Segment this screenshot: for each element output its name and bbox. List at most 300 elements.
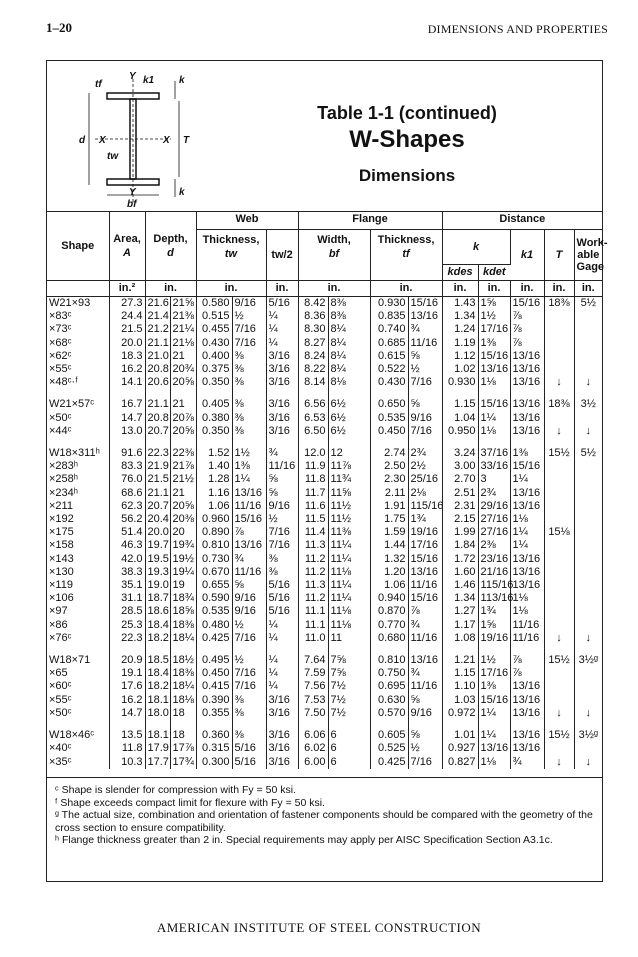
cell-value: 27.3 <box>109 297 145 311</box>
cell-value: 5/16 <box>232 742 266 755</box>
diagram-label: X <box>99 135 106 146</box>
cell-value: ⅜ <box>232 398 266 411</box>
cell-value <box>574 337 602 350</box>
cell-value: 13/16 <box>510 680 544 693</box>
cell-value: 0.480 <box>196 619 232 632</box>
cell-value: 15⅛ <box>544 526 574 539</box>
cell-value: 20.9 <box>109 654 145 667</box>
cell-value: 46.3 <box>109 539 145 552</box>
cell-value: 0.522 <box>370 363 408 376</box>
cell-value: 18.3 <box>109 350 145 363</box>
cell-value: 1¼ <box>478 412 510 425</box>
cell-value: 21.5 <box>109 323 145 336</box>
cell-value: 7.64 <box>298 654 328 667</box>
cell-value: 8¼ <box>328 323 370 336</box>
cell-value: 0.525 <box>370 742 408 755</box>
table-number: Table 1-1 (continued) <box>317 103 497 123</box>
cell-value: 11.5 <box>298 513 328 526</box>
cell-value: 0.927 <box>442 742 478 755</box>
cell-value: 0.930 <box>442 376 478 389</box>
cell-value: 17/16 <box>478 323 510 336</box>
cell-value: 1.72 <box>442 553 478 566</box>
cell-value: 17.6 <box>109 680 145 693</box>
cell-value: 0.515 <box>196 310 232 323</box>
diagram-label: Y <box>129 187 136 198</box>
cell-value: 1.10 <box>442 680 478 693</box>
cell-shape: ×158 <box>47 539 109 552</box>
cell-value: 21.9 <box>145 460 170 473</box>
cell-value: 11¼ <box>328 579 370 592</box>
cell-value: 0.400 <box>196 350 232 363</box>
unit: in. <box>478 281 510 297</box>
cell-value: 9/16 <box>408 707 442 720</box>
cell-value: 7/16 <box>266 526 298 539</box>
cell-value: 13/16 <box>510 363 544 376</box>
cell-value: ⅞ <box>510 310 544 323</box>
cell-value: 13/16 <box>510 500 544 513</box>
cell-value: 13/16 <box>510 729 544 742</box>
cell-value <box>574 605 602 618</box>
cell-shape: ×86 <box>47 619 109 632</box>
cell-value: ↓ <box>585 631 592 644</box>
cell-value: 0.680 <box>370 632 408 645</box>
row-gap <box>47 720 602 729</box>
row-gap <box>47 645 602 654</box>
cell-value: 6½ <box>328 412 370 425</box>
cell-value: 15/16 <box>478 398 510 411</box>
cell-value: 21 <box>170 350 196 363</box>
cell-value: 14.7 <box>109 412 145 425</box>
cell-value: 1¼ <box>478 707 510 720</box>
table-row <box>47 742 602 755</box>
diagram-label: tw <box>107 151 119 162</box>
cell-value <box>574 539 602 552</box>
cell-value: 11⅛ <box>328 566 370 579</box>
cell-value: 1⅛ <box>510 513 544 526</box>
cell-value: 21.0 <box>145 350 170 363</box>
cell-value: 11⅜ <box>328 526 370 539</box>
cell-shape: ×119 <box>47 579 109 592</box>
cell-value: 0.405 <box>196 398 232 411</box>
cell-value: 2.11 <box>370 487 408 500</box>
cell-value: 7½ <box>328 694 370 707</box>
cell-value: 1.16 <box>196 487 232 500</box>
cell-value <box>574 619 602 632</box>
cell-shape: ×40ᶜ <box>47 742 109 755</box>
cell-value: 0.375 <box>196 363 232 376</box>
cell-value: 9/16 <box>232 605 266 618</box>
cell-value: 0.430 <box>196 337 232 350</box>
cell-value: 1¾ <box>478 605 510 618</box>
table-body <box>47 297 602 769</box>
cell-value <box>544 323 574 336</box>
cell-value: 18.2 <box>145 680 170 693</box>
cell-value: 22.3 <box>145 447 170 460</box>
cell-value: 20.7 <box>145 425 170 438</box>
cell-value: 5/16 <box>266 592 298 605</box>
cell-value: 1.32 <box>370 553 408 566</box>
cell-value <box>574 742 602 755</box>
cell-value: 1.06 <box>370 579 408 592</box>
cell-value: ½ <box>232 310 266 323</box>
cell-value: 7/16 <box>232 680 266 693</box>
cell-value: 8.30 <box>298 323 328 336</box>
col-kdes: kdes <box>442 265 478 281</box>
cell-value: 1.43 <box>442 297 478 311</box>
cell-value: 28.5 <box>109 605 145 618</box>
cell-value: 15/16 <box>478 350 510 363</box>
cell-value: 35.1 <box>109 579 145 592</box>
col-tw-half: tw/2 <box>266 230 298 281</box>
cell-value: 6½ <box>328 425 370 438</box>
cell-value: 6.06 <box>298 729 328 742</box>
cell-value: 18⅜ <box>170 667 196 680</box>
cell-shape: W18×71 <box>47 654 109 667</box>
cell-value: 0.380 <box>196 412 232 425</box>
cell-value: 18⅜ <box>170 619 196 632</box>
cell-value: 27/16 <box>478 513 510 526</box>
cell-value: 42.0 <box>109 553 145 566</box>
cell-value: 20.8 <box>145 412 170 425</box>
cell-value: 11.8 <box>298 473 328 486</box>
cell-value: 21.5 <box>145 473 170 486</box>
cell-value <box>574 553 602 566</box>
col-depth: Depth, d <box>145 212 196 281</box>
unit: in. <box>574 281 602 297</box>
cell-value: 115/16 <box>478 579 510 592</box>
page-footer: AMERICAN INSTITUTE OF STEEL CONSTRUCTION <box>156 920 482 935</box>
cell-shape: ×65 <box>47 667 109 680</box>
cell-value: 0.535 <box>196 605 232 618</box>
cell-value: 1¼ <box>478 729 510 742</box>
cell-value: 62.3 <box>109 500 145 513</box>
cell-value <box>544 500 574 513</box>
cell-value <box>544 579 574 592</box>
cell-value: 14.1 <box>109 376 145 389</box>
cell-value: 18.1 <box>145 729 170 742</box>
cell-value <box>574 473 602 486</box>
cell-value: 11.4 <box>298 526 328 539</box>
table-row <box>47 412 602 425</box>
cell-value: 15/16 <box>408 297 442 311</box>
cell-value: 5/16 <box>266 297 298 311</box>
cell-value: 3/16 <box>266 425 298 438</box>
cell-value: 3/16 <box>266 412 298 425</box>
cell-value: 18¾ <box>170 592 196 605</box>
cell-value: 24.4 <box>109 310 145 323</box>
col-k1: k1 <box>510 230 544 281</box>
cell-value <box>574 487 602 500</box>
cell-value: 18½ <box>170 654 196 667</box>
cell-shape: ×76ᶜ <box>47 632 109 645</box>
cell-value <box>574 460 602 473</box>
group-web: Web <box>196 212 298 230</box>
cell-value: 13/16 <box>232 539 266 552</box>
table-row <box>47 605 602 618</box>
cell-value: 9/16 <box>266 500 298 513</box>
cell-value: 1⅜ <box>478 337 510 350</box>
cell-value: 17.9 <box>145 742 170 755</box>
cell-value: 11⅞ <box>328 460 370 473</box>
table-row <box>47 526 602 539</box>
cell-value: ⅜ <box>266 553 298 566</box>
cell-value: 2⅛ <box>408 487 442 500</box>
cell-value: 8.27 <box>298 337 328 350</box>
cell-value: 0.495 <box>196 654 232 667</box>
cell-value: ¼ <box>266 667 298 680</box>
table-row <box>47 632 602 645</box>
cell-value: ¼ <box>266 337 298 350</box>
cell-value: 18.4 <box>145 619 170 632</box>
cell-value: 1⅛ <box>478 425 510 438</box>
cell-value <box>574 694 602 707</box>
cell-value: ⅜ <box>232 412 266 425</box>
cell-value: 0.960 <box>196 513 232 526</box>
cell-value: 1½ <box>478 654 510 667</box>
cell-value: 1.52 <box>196 447 232 460</box>
cell-value: 20⅝ <box>170 425 196 438</box>
cell-value: 1.15 <box>442 398 478 411</box>
cell-value: 21.1 <box>145 398 170 411</box>
cell-value: 1.40 <box>196 460 232 473</box>
cell-value: 22⅜ <box>170 447 196 460</box>
diagram-label: X <box>163 135 170 146</box>
cell-value: 1⅜ <box>510 447 544 460</box>
cell-value: 11½ <box>328 500 370 513</box>
cell-value: 2.15 <box>442 513 478 526</box>
cell-value: 3.00 <box>442 460 478 473</box>
col-area: Area, A <box>109 212 145 281</box>
cell-value: 11¼ <box>328 553 370 566</box>
cell-value: 0.425 <box>370 756 408 769</box>
col-flange-thickness: Thickness, tf <box>370 230 442 265</box>
cell-value: 11¼ <box>328 592 370 605</box>
cell-value: 19½ <box>170 553 196 566</box>
cell-value: 13/16 <box>478 742 510 755</box>
unit: in. <box>442 281 478 297</box>
cell-value: 19¾ <box>170 539 196 552</box>
cell-value: ¾ <box>232 553 266 566</box>
cell-value: 20.4 <box>145 513 170 526</box>
cell-shape: ×73ᶜ <box>47 323 109 336</box>
cell-value: ½ <box>232 619 266 632</box>
cell-value: 18.1 <box>145 694 170 707</box>
cell-value: 0.300 <box>196 756 232 769</box>
cell-value: 17/16 <box>408 539 442 552</box>
col-k: k <box>442 230 510 265</box>
table-title <box>217 103 597 186</box>
cell-value: ⅞ <box>510 337 544 350</box>
cell-value: 13/16 <box>510 487 544 500</box>
diagram-label: k <box>179 75 185 86</box>
cell-value: 2.74 <box>370 447 408 460</box>
cell-value: 19.0 <box>145 579 170 592</box>
cell-value: 0.615 <box>370 350 408 363</box>
cell-value <box>544 473 574 486</box>
cell-value: 11.6 <box>298 500 328 513</box>
cell-value: ↓ <box>544 632 574 645</box>
cell-value: 13/16 <box>408 654 442 667</box>
cell-value: 19.7 <box>145 539 170 552</box>
cell-value: 18.7 <box>145 592 170 605</box>
cell-value: 0.355 <box>196 707 232 720</box>
diagram-label: T <box>183 135 190 146</box>
diagram-label: bf <box>127 199 137 210</box>
cell-value: 1.34 <box>442 592 478 605</box>
cell-value: 1.20 <box>370 566 408 579</box>
cell-value: 2.50 <box>370 460 408 473</box>
cell-value: 0.315 <box>196 742 232 755</box>
cell-value: 2.70 <box>442 473 478 486</box>
cell-value: 6.00 <box>298 756 328 769</box>
cell-value: 7/16 <box>232 337 266 350</box>
cell-value: 7/16 <box>408 756 442 769</box>
footnote-g: ᵍ The actual size, combination and orientation of fastener components should be compared with the geometry of the cross section to ensure compatibility. <box>55 809 593 834</box>
cell-value: 3/16 <box>266 756 298 769</box>
cell-value: 11/16 <box>408 579 442 592</box>
cell-value <box>574 500 602 513</box>
cell-value: 0.360 <box>196 729 232 742</box>
table-row <box>47 337 602 350</box>
cell-value <box>544 742 574 755</box>
cell-value: 11/16 <box>510 632 544 645</box>
cell-value: 9/16 <box>232 297 266 311</box>
cell-shape: ×44ᶜ <box>47 425 109 438</box>
cell-value: 15/16 <box>408 553 442 566</box>
cell-value: 1.99 <box>442 526 478 539</box>
cell-value: ⅝ <box>232 579 266 592</box>
page-number: 1–20 <box>46 20 72 35</box>
cell-value <box>544 667 574 680</box>
cell-shape: ×35ᶜ <box>47 756 109 769</box>
cell-value: 1.75 <box>370 513 408 526</box>
cell-value: ¾ <box>266 447 298 460</box>
cell-value: 0.770 <box>370 619 408 632</box>
cell-value <box>544 310 574 323</box>
cell-value: ↓ <box>544 756 574 769</box>
table-row <box>47 729 602 742</box>
cell-value: 11.8 <box>109 742 145 755</box>
cell-value: 1.46 <box>442 579 478 592</box>
cell-value: 5½ <box>580 297 596 309</box>
table-name: W-Shapes <box>349 126 465 153</box>
table-row <box>47 297 602 311</box>
cell-value: 13/16 <box>510 425 544 438</box>
cell-value: 7⅝ <box>328 667 370 680</box>
table-row <box>47 323 602 336</box>
cell-value: 11⅝ <box>328 487 370 500</box>
cell-value: 15/16 <box>408 592 442 605</box>
cell-value: 115/16 <box>408 500 442 513</box>
col-flange-width: Width, bf <box>298 230 370 265</box>
cell-value: 8.36 <box>298 310 328 323</box>
unit: in. <box>196 281 266 297</box>
cell-value: 0.390 <box>196 694 232 707</box>
cell-value: 1.01 <box>442 729 478 742</box>
cell-value: 20.7 <box>145 500 170 513</box>
cell-value: 22.3 <box>109 632 145 645</box>
cell-value: ¼ <box>266 680 298 693</box>
cell-shape: W18×46ᶜ <box>47 729 109 742</box>
cell-value: 0.425 <box>196 632 232 645</box>
cell-value: 8¼ <box>328 337 370 350</box>
cell-value: 8⅜ <box>328 297 370 311</box>
unit: in. <box>298 281 370 297</box>
cell-value: 20⅞ <box>170 412 196 425</box>
cell-value: 11.7 <box>298 487 328 500</box>
cell-value: ⅝ <box>408 350 442 363</box>
cell-shape: ×211 <box>47 500 109 513</box>
cell-value: ⅜ <box>232 376 266 389</box>
cell-value: 11½ <box>328 513 370 526</box>
cell-value <box>574 579 602 592</box>
cell-value: 0.685 <box>370 337 408 350</box>
table-row <box>47 592 602 605</box>
table-row <box>47 513 602 526</box>
cell-value: 11.3 <box>298 579 328 592</box>
cell-value: 15/16 <box>510 460 544 473</box>
row-gap <box>47 389 602 398</box>
cell-value: 9/16 <box>408 412 442 425</box>
cell-value: 2¾ <box>478 487 510 500</box>
cell-value: 3 <box>478 473 510 486</box>
cell-value: ↓ <box>544 707 574 720</box>
cell-value: 1⅝ <box>478 619 510 632</box>
cell-value: 3/16 <box>266 742 298 755</box>
cell-value: ⅝ <box>408 729 442 742</box>
cell-value: 11.2 <box>298 553 328 566</box>
col-T: T <box>544 230 574 281</box>
cell-value: 19.5 <box>145 553 170 566</box>
cell-value: 1.84 <box>442 539 478 552</box>
cell-value: 1.59 <box>370 526 408 539</box>
cell-shape: W21×93 <box>47 297 109 311</box>
cell-value: 17⅞ <box>170 742 196 755</box>
w-shape-diagram <box>67 71 217 211</box>
unit: in. <box>266 281 298 297</box>
cell-value <box>574 526 602 539</box>
cell-value: 6 <box>328 756 370 769</box>
cell-value: 9/16 <box>232 592 266 605</box>
cell-value: 0.450 <box>370 425 408 438</box>
cell-value: 13/16 <box>478 363 510 376</box>
cell-value: ¼ <box>266 323 298 336</box>
cell-value: 13/16 <box>408 566 442 579</box>
cell-value: 21⅝ <box>170 297 196 311</box>
table-frame <box>46 60 608 882</box>
cell-value: 1¼ <box>510 526 544 539</box>
cell-value: 13.0 <box>109 425 145 438</box>
cell-value: 18⅛ <box>170 694 196 707</box>
cell-value: ⅞ <box>232 526 266 539</box>
cell-value: 20⅝ <box>170 500 196 513</box>
cell-value: 1.04 <box>442 412 478 425</box>
cell-value: 21.1 <box>145 337 170 350</box>
cell-shape: ×283ʰ <box>47 460 109 473</box>
cell-value: 68.6 <box>109 487 145 500</box>
cell-value: 76.0 <box>109 473 145 486</box>
cell-value: 15/16 <box>478 694 510 707</box>
cell-value: 0.350 <box>196 376 232 389</box>
cell-value: 18.2 <box>145 632 170 645</box>
cell-value: 0.740 <box>370 323 408 336</box>
cell-value <box>574 363 602 376</box>
cell-shape: ×50ᶜ <box>47 412 109 425</box>
cell-value: 18.0 <box>145 707 170 720</box>
cell-value: ½ <box>266 513 298 526</box>
cell-value: ⅜ <box>232 707 266 720</box>
unit: in. <box>544 281 574 297</box>
